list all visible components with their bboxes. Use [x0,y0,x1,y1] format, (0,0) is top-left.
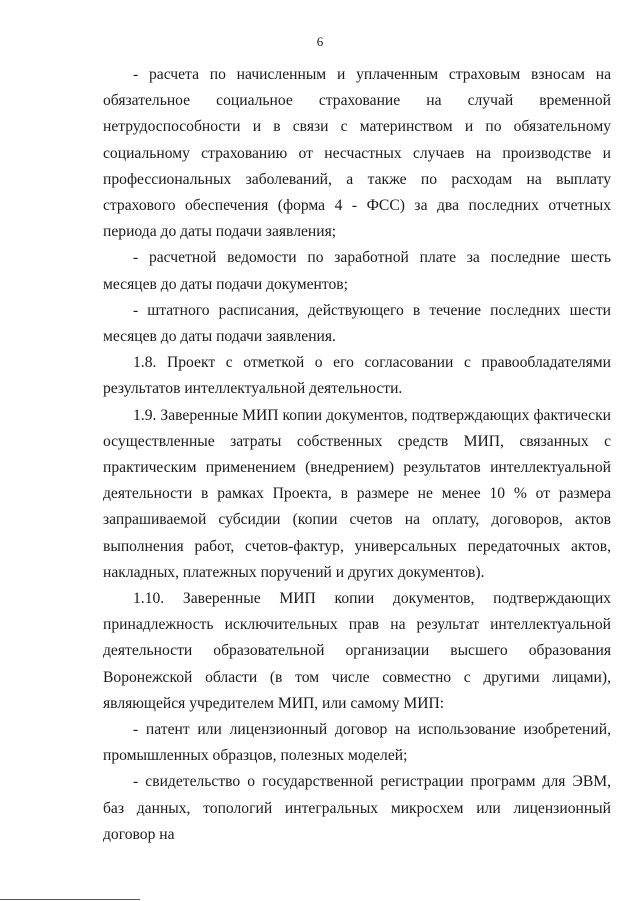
footnote-divider [0,899,140,900]
paragraph-staff-schedule: - штатного расписания, действующего в течение последних шести месяцев до даты подачи заявления. [103,301,611,346]
paragraph-item-1-9: 1.9. Заверенные МИП копии документов, подтверждающих фактически осуществленные затраты собственных средств МИП, связанных с практическим применением (внедрением) результатов интеллектуальной деятельности в рамках Проекта, в размере не менее 10 % от размера запрашиваемой субсидии (копии счетов на оплату, договоров, актов выполнения работ, счетов-фактур, универсальных передаточных актов, накладных, платежных поручений и других документов). [103,406,611,581]
document-body [103,62,611,848]
paragraph-item-1-8: 1.8. Проект с отметкой о его согласовании с правообладателями результатов интеллектуальной деятельности. [103,354,611,398]
paragraph-item-1-10: 1.10. Заверенные МИП копии документов, подтверждающих принадлежность исключительных прав на результат интеллектуальной деятельности образовательной организации высшего образования Воронежской области (в том числе совместно с другими лицами), являющейся учредителем МИП, или самому МИП: [103,590,611,712]
page-number: 6 [316,34,324,49]
paragraph-payroll-statement: - расчетной ведомости по заработной плате за последние шесть месяцев до даты подачи документов; [103,249,611,293]
paragraph-patent: - патент или лицензионный договор на использование изобретений, промышленных образцов, полезных моделей; [103,721,611,765]
paragraph-certificate: - свидетельство о государственной регистрации программ для ЭВМ, баз данных, топологий интегральных микросхем или лицензионный договор на [103,773,611,843]
paragraph-fss-calculation: - расчета по начисленным и уплаченным страховым взносам на обязательное социальное страхование на случай временной нетрудоспособности и в связи с материнством и по обязательному социальному страхованию от несчастных случаев на производстве и профессиональных заболеваний, а также по расходам на выплату страхового обеспечения (форма 4 - ФСС) за два последних отчетных периода до даты подачи заявления; [103,66,611,241]
